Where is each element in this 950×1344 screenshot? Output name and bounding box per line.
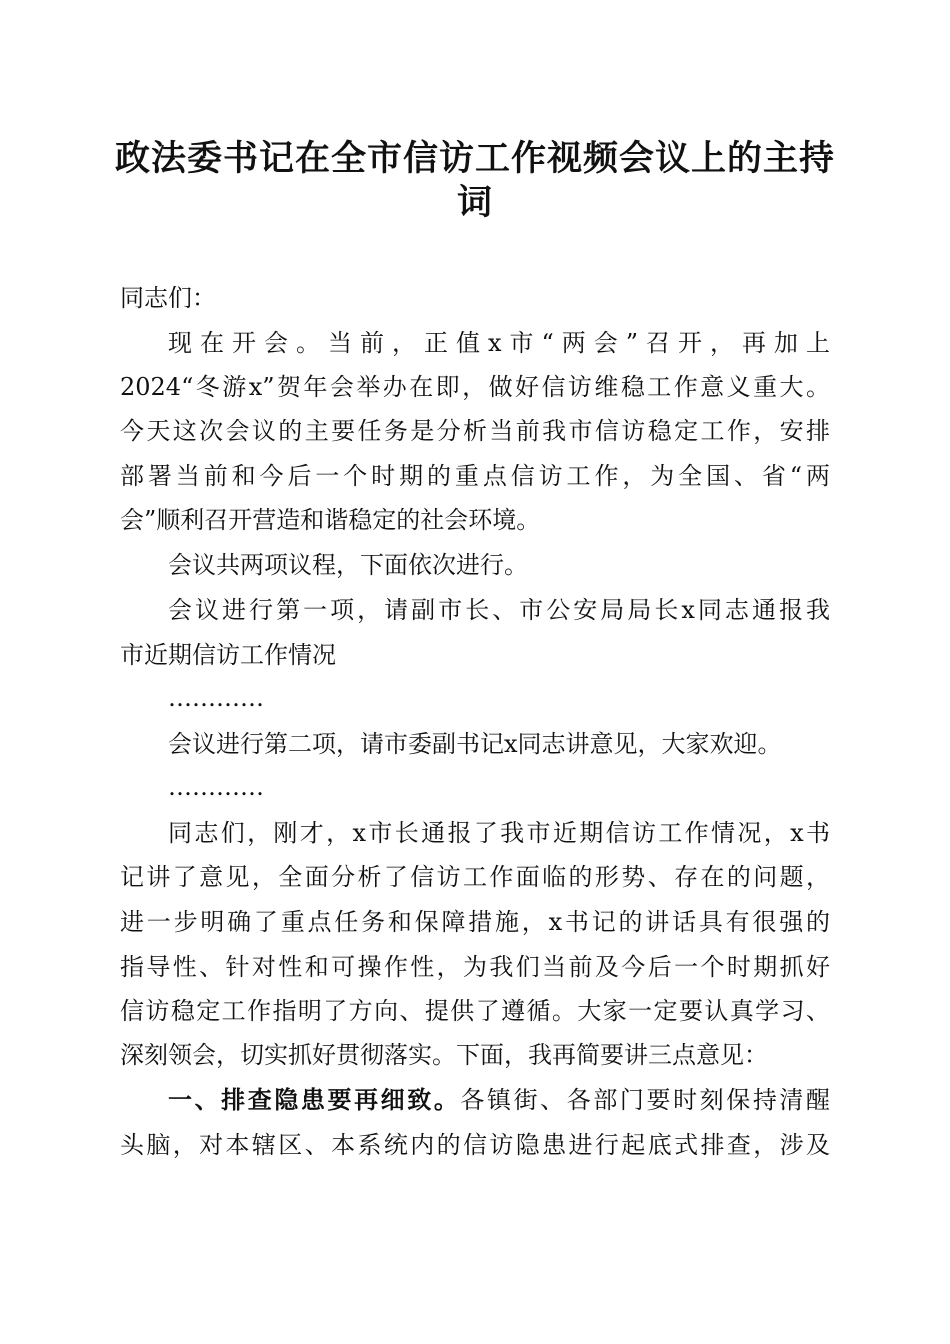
paragraph-line: 市近期信访工作情况: [120, 641, 336, 669]
paragraph-line: 同志们，刚才，x市长通报了我市近期信访工作情况，x书: [168, 819, 830, 847]
paragraph-line: 会”顺利召开营造和谐稳定的社会环境。: [120, 506, 541, 534]
document-title: [110, 137, 840, 225]
point-1-text: 各镇街、各部门要时刻保持清醒: [460, 1086, 830, 1114]
greeting: 同志们：: [120, 284, 216, 312]
paragraph-line: 今天这次会议的主要任务是分析当前我市信访稳定工作，安排: [120, 417, 830, 445]
paragraph-line: 信访稳定工作指明了方向、提供了遵循。大家一定要认真学习、: [120, 997, 830, 1025]
paragraph-line: 现在开会。当前，正值x市“两会”召开，再加上: [168, 329, 830, 357]
paragraph-line: 会议进行第二项，请市委副书记x同志讲意见，大家欢迎。: [168, 730, 782, 758]
ellipsis-line: …………: [168, 773, 264, 801]
ellipsis-line: …………: [168, 684, 264, 712]
point-1-line: [168, 1085, 830, 1115]
paragraph-line: 会议进行第一项，请副市长、市公安局局长x同志通报我: [168, 596, 830, 624]
paragraph-line: 部署当前和今后一个时期的重点信访工作，为全国、省“两: [120, 462, 830, 490]
paragraph-line: 会议共两项议程，下面依次进行。: [168, 551, 528, 579]
paragraph-line: 深刻领会，切实抓好贯彻落实。下面，我再简要讲三点意见：: [120, 1041, 768, 1069]
title-line-2: 词: [456, 182, 493, 223]
point-1-heading: 一、排查隐患要再细致。: [168, 1085, 461, 1114]
paragraph-line: 2024“冬游x”贺年会举办在即，做好信访维稳工作意义重大。: [120, 373, 830, 401]
title-line-1: 政法委书记在全市信访工作视频会议上的主持: [114, 138, 835, 179]
paragraph-line: 进一步明确了重点任务和保障措施，x书记的讲话具有很强的: [120, 908, 830, 936]
paragraph-line: 头脑，对本辖区、本系统内的信访隐患进行起底式排查，涉及: [120, 1131, 830, 1159]
paragraph-line: 指导性、针对性和可操作性，为我们当前及今后一个时期抓好: [120, 953, 830, 981]
paragraph-line: 记讲了意见，全面分析了信访工作面临的形势、存在的问题，: [120, 863, 830, 891]
